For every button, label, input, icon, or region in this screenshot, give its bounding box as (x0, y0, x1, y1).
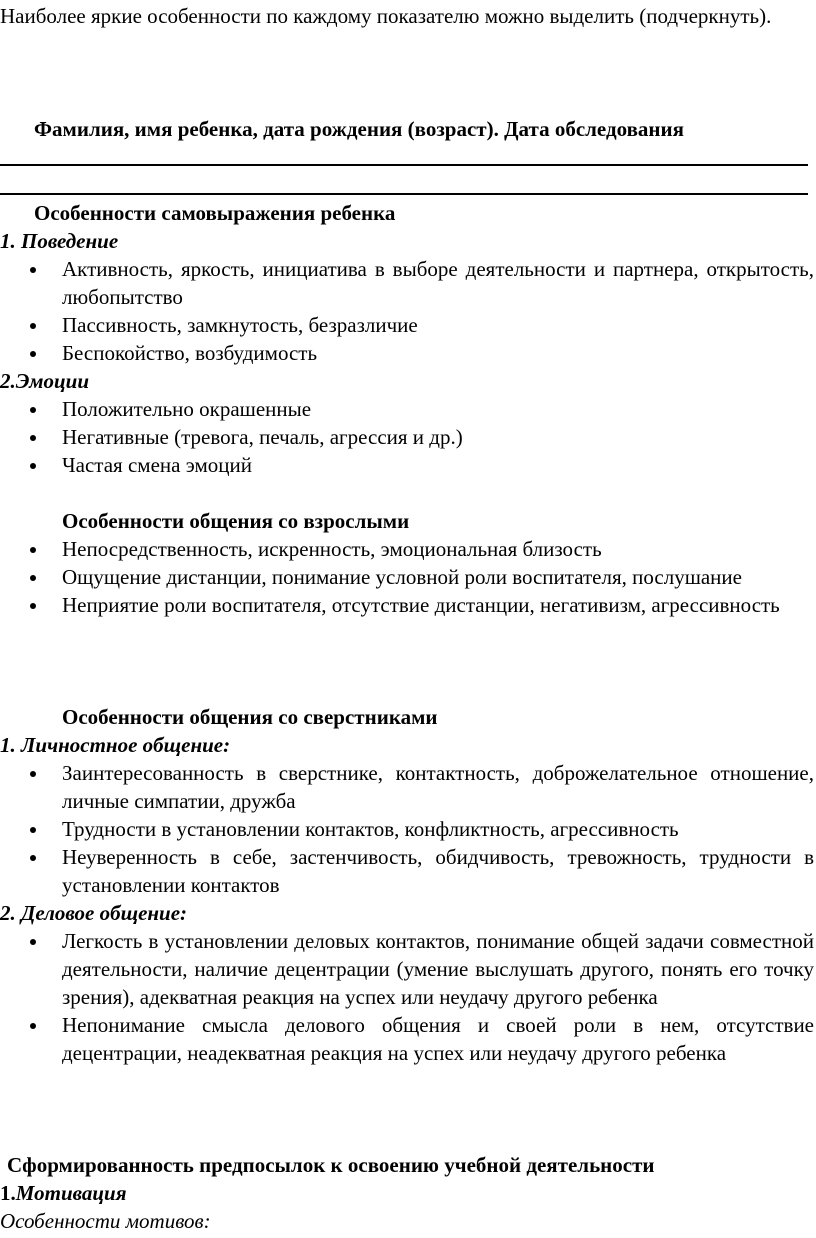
list-item: Активность, яркость, инициатива в выборе деятельности и партнера, открытость, любопытство (0, 255, 814, 311)
business-communication-list (0, 927, 816, 1067)
bullet-icon (30, 827, 36, 833)
fill-in-line-1 (0, 164, 808, 166)
list-item: Пассивность, замкнутость, безразличие (0, 311, 814, 339)
bullet-icon (30, 939, 36, 945)
bullet-icon (30, 323, 36, 329)
bullet-icon (30, 603, 36, 609)
list-item: Заинтересованность в сверстнике, контактность, доброжелательное отношение, личные симпатии, дружба (0, 759, 814, 815)
list-item: Непосредственность, искренность, эмоциональная близость (0, 535, 814, 563)
subheading-behavior (0, 227, 118, 255)
intro-paragraph: Наиболее яркие особенности по каждому показателю можно выделить (подчеркнуть). (0, 4, 772, 28)
subheading-title: Мотивация (15, 1181, 127, 1205)
subheading-title: Деловое общение: (21, 901, 188, 925)
subheading-personal-communication (0, 731, 230, 759)
bullet-icon (30, 1023, 36, 1029)
list-item: Неуверенность в себе, застенчивость, обидчивость, тревожность, трудности в установлении контактов (0, 843, 814, 899)
list-item: Негативные (тревога, печаль, агрессия и др.) (0, 423, 814, 451)
list-item: Неприятие роли воспитателя, отсутствие дистанции, негативизм, агрессивность (0, 591, 814, 619)
bullet-icon (30, 855, 36, 861)
bullet-icon (30, 267, 36, 273)
subheading-number: 1. (0, 733, 21, 757)
bullet-icon (30, 435, 36, 441)
subheading-business-communication (0, 899, 187, 927)
personal-communication-list (0, 759, 816, 899)
list-item: Трудности в установлении контактов, конфликтность, агрессивность (0, 815, 814, 843)
section-heading-adults: Особенности общения со взрослыми (62, 509, 410, 533)
fill-in-line-2 (0, 193, 808, 195)
adults-list (0, 535, 816, 619)
subheading-title: Личностное общение: (21, 733, 231, 757)
list-item: Легкость в установлении деловых контактов, понимание общей задачи совместной деятельности, наличие децентрации (умение выслушать другого, понять его точку зрения), адекватная реакция на успех или неудачу другого ребенка (0, 927, 814, 1011)
motives-label: Особенности мотивов: (0, 1209, 211, 1233)
emotions-list (0, 395, 816, 479)
bullet-icon (30, 547, 36, 553)
list-item: Положительно окрашенные (0, 395, 814, 423)
section-heading-peers: Особенности общения со сверстниками (62, 705, 438, 729)
bullet-icon (30, 351, 36, 357)
subheading-title: Эмоции (15, 369, 90, 393)
subheading-number: 1. (0, 1181, 16, 1205)
behavior-list (0, 255, 816, 367)
section-heading-learning-prerequisites: Сформированность предпосылок к освоению учебной деятельности (7, 1153, 655, 1177)
subheading-number: 2. (0, 901, 21, 925)
bullet-icon (30, 407, 36, 413)
bullet-icon (30, 463, 36, 469)
subheading-number: 1. (0, 229, 21, 253)
subheading-motivation (0, 1179, 127, 1207)
form-title: Фамилия, имя ребенка, дата рождения (возраст). Дата обследования (34, 117, 684, 141)
list-item: Частая смена эмоций (0, 451, 814, 479)
subheading-title: Поведение (21, 229, 119, 253)
section-heading-self-expression: Особенности самовыражения ребенка (34, 201, 396, 225)
subheading-emotions (0, 367, 89, 395)
list-item: Беспокойство, возбудимость (0, 339, 814, 367)
list-item: Непонимание смысла делового общения и своей роли в нем, отсутствие децентрации, неадекватная реакция на успех или неудачу другого ребенка (0, 1011, 814, 1067)
bullet-icon (30, 575, 36, 581)
subheading-number: 2. (0, 369, 16, 393)
list-item: Ощущение дистанции, понимание условной роли воспитателя, послушание (0, 563, 814, 591)
bullet-icon (30, 771, 36, 777)
